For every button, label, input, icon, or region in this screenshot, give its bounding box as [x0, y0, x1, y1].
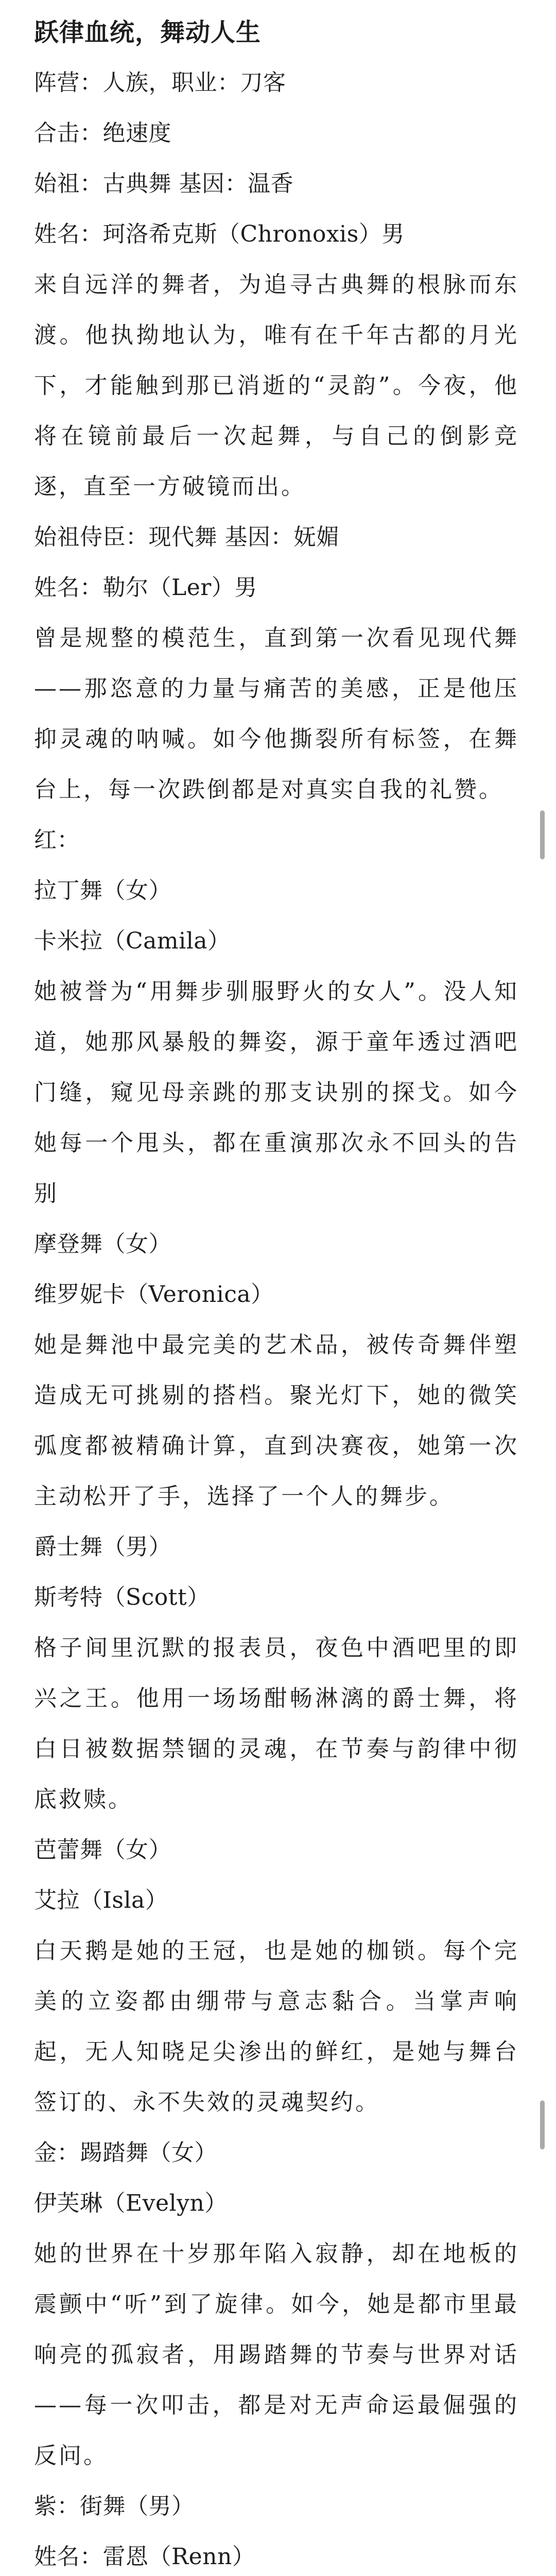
veronica-name: 维罗妮卡（Veronica） — [34, 1281, 274, 1308]
name-chronoxis-line: 姓名：珂洛希克斯（Chronoxis）男 — [34, 221, 405, 247]
scott-description: 格子间里沉默的报表员，夜色中酒吧里的即兴之王。他用一场场酣畅淋漓的爵士舞，将白日被数据禁锢的灵魂，在节奏与韵律中彻底救赎。 — [34, 1635, 519, 1812]
purple-street-heading: 紫：街舞（男） — [34, 2493, 195, 2519]
camila-description: 她被誉为“用舞步驯服野火的女人”。没人知道，她那风暴般的舞姿，源于童年透过酒吧门缝，窥见母亲跳的那支诀别的探戈。如今她每一个甩头，都在重演那次永不回头的告别 — [34, 978, 519, 1207]
scott-name: 斯考特（Scott） — [34, 1584, 210, 1611]
chronoxis-description: 来自远洋的舞者，为追寻古典舞的根脉而东渡。他执拗地认为，唯有在千年古都的月光下，才能触到那已消逝的“灵韵”。今夜，他将在镜前最后一次起舞，与自己的倒影竞逐，直至一方破镜而出。 — [34, 272, 519, 500]
isla-name: 艾拉（Isla） — [34, 1887, 168, 1913]
name-ler-line: 姓名：勒尔（Ler）男 — [34, 574, 257, 601]
modern-dance-heading: 摩登舞（女） — [34, 1231, 171, 1257]
evelyn-description: 她的世界在十岁那年陷入寂静，却在地板的震颤中“听”到了旋律。如今，她是都市里最响亮的孤寂者，用踢踏舞的节奏与世界对话——每一次叩击，都是对无声命运最倔强的反问。 — [34, 2241, 519, 2469]
camila-name: 卡米拉（Camila） — [34, 928, 231, 954]
evelyn-name: 伊芙琳（Evelyn） — [34, 2190, 228, 2216]
scrollbar-thumb-upper[interactable] — [540, 810, 545, 859]
red-heading: 红： — [34, 827, 80, 853]
renn-name: 姓名：雷恩（Renn） — [34, 2544, 255, 2570]
scrollbar-thumb-lower[interactable] — [540, 2100, 545, 2149]
gold-tap-heading: 金：踢踏舞（女） — [34, 2140, 217, 2166]
isla-description: 白天鹅是她的王冠，也是她的枷锁。每个完美的立姿都由绷带与意志黏合。当掌声响起，无人知晓足尖渗出的鲜红，是她与舞台签订的、永不失效的灵魂契约。 — [34, 1938, 519, 2115]
ler-description: 曾是规整的模范生，直到第一次看见现代舞——那恣意的力量与痛苦的美感，正是他压抑灵魂的呐喊。如今他撕裂所有标签，在舞台上，每一次跌倒都是对真实自我的礼赞。 — [34, 625, 519, 803]
union-line: 合击：绝速度 — [34, 120, 171, 146]
page-title: 跃律血统，舞动人生 — [34, 18, 262, 47]
ancestor-modern-line: 始祖侍臣：现代舞 基因：妩媚 — [34, 524, 339, 550]
latin-dance-heading: 拉丁舞（女） — [34, 877, 171, 904]
veronica-description: 她是舞池中最完美的艺术品，被传奇舞伴塑造成无可挑剔的搭档。聚光灯下，她的微笑弧度都被精确计算，直到决赛夜，她第一次主动松开了手，选择了一个人的舞步。 — [34, 1332, 519, 1510]
ballet-heading: 芭蕾舞（女） — [34, 1837, 171, 1863]
camp-line: 阵营：人族，职业：刀客 — [34, 70, 286, 96]
ancestor-classical-line: 始祖：古典舞 基因：温香 — [34, 171, 293, 197]
jazz-dance-heading: 爵士舞（男） — [34, 1534, 171, 1560]
